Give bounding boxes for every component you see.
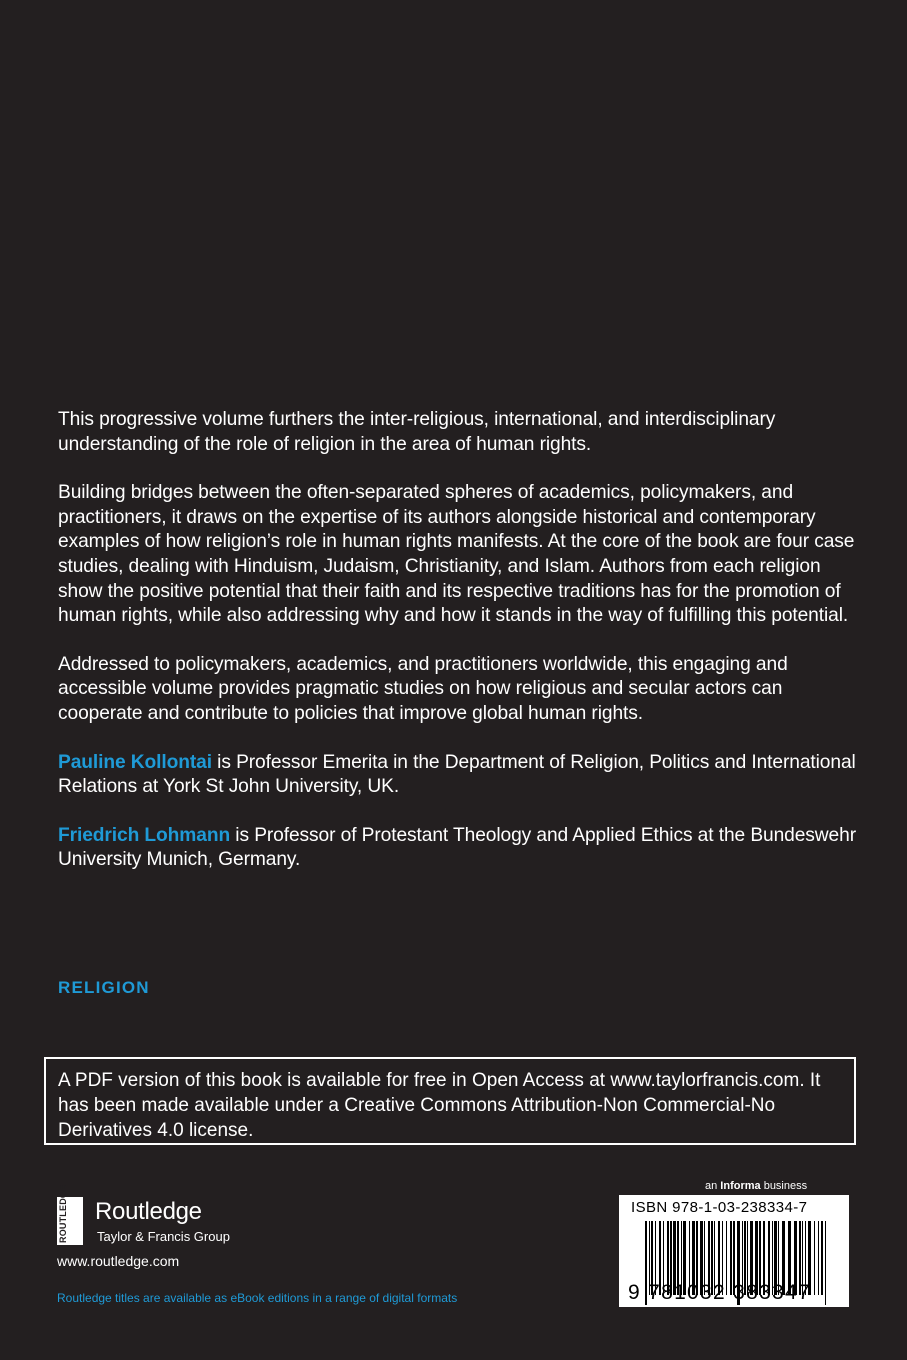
- publisher-name: Routledge: [95, 1198, 202, 1225]
- author-name: Pauline Kollontai: [58, 751, 212, 773]
- informa-business-tag: an Informa business: [705, 1180, 808, 1192]
- blurb-paragraph-2: Building bridges between the often-separated spheres of academics, policymakers, and practitioners, it draws on the expertise of its authors alongside historical and contemporary examples of how religion’s role in human rights manifests. At the core of the book are four case studies, dealing with Hinduism, Judaism, Christianity, and Islam. Authors from each religion show the positive potential that their faith and its respective traditions has for the promotion of human rights, while also addressing why and how it stands in the way of fulfilling this potential.: [58, 482, 855, 627]
- isbn-label: ISBN 978-1-03-238334-7: [631, 1199, 808, 1216]
- blurb-paragraph-3: Addressed to policymakers, academics, and practitioners worldwide, this engaging and accessible volume provides pragmatic studies on how religious and secular actors can cooperate and contribute to policies that improve global human rights.: [58, 653, 788, 724]
- isbn-barcode: [619, 1195, 849, 1307]
- back-cover-blurb: [58, 408, 858, 897]
- barcode-digits: 9 781032 383347: [628, 1281, 811, 1304]
- publisher-website[interactable]: www.routledge.com: [57, 1253, 180, 1269]
- author-bio-1: [58, 751, 858, 800]
- routledge-logo: [57, 1184, 257, 1248]
- publisher-group: Taylor & Francis Group: [97, 1229, 230, 1244]
- author-name: Friedrich Lohmann: [58, 824, 231, 846]
- routledge-mark-icon: ROUTLEDGE: [57, 1197, 83, 1245]
- author-bio-text: is Professor of Protestant Theology and Applied Ethics at the Bundeswehr University Munich, Germany.: [58, 824, 856, 871]
- blurb-paragraph-1: This progressive volume furthers the inter-religious, international, and interdisciplinary understanding of the role of religion in the area of human rights.: [58, 409, 776, 455]
- open-access-notice: A PDF version of this book is available for free in Open Access at www.taylorfrancis.com. It has been made available under a Creative Commons Attribution-Non Commercial-No Derivatives 4.0 license.: [44, 1057, 856, 1145]
- author-bio-2: [58, 824, 858, 873]
- ebook-note: Routledge titles are available as eBook editions in a range of digital formats: [57, 1291, 458, 1305]
- subject-category: RELIGION: [58, 978, 150, 997]
- author-bio-text: is Professor Emerita in the Department of Religion, Politics and International Relations at York St John University, UK.: [58, 751, 856, 798]
